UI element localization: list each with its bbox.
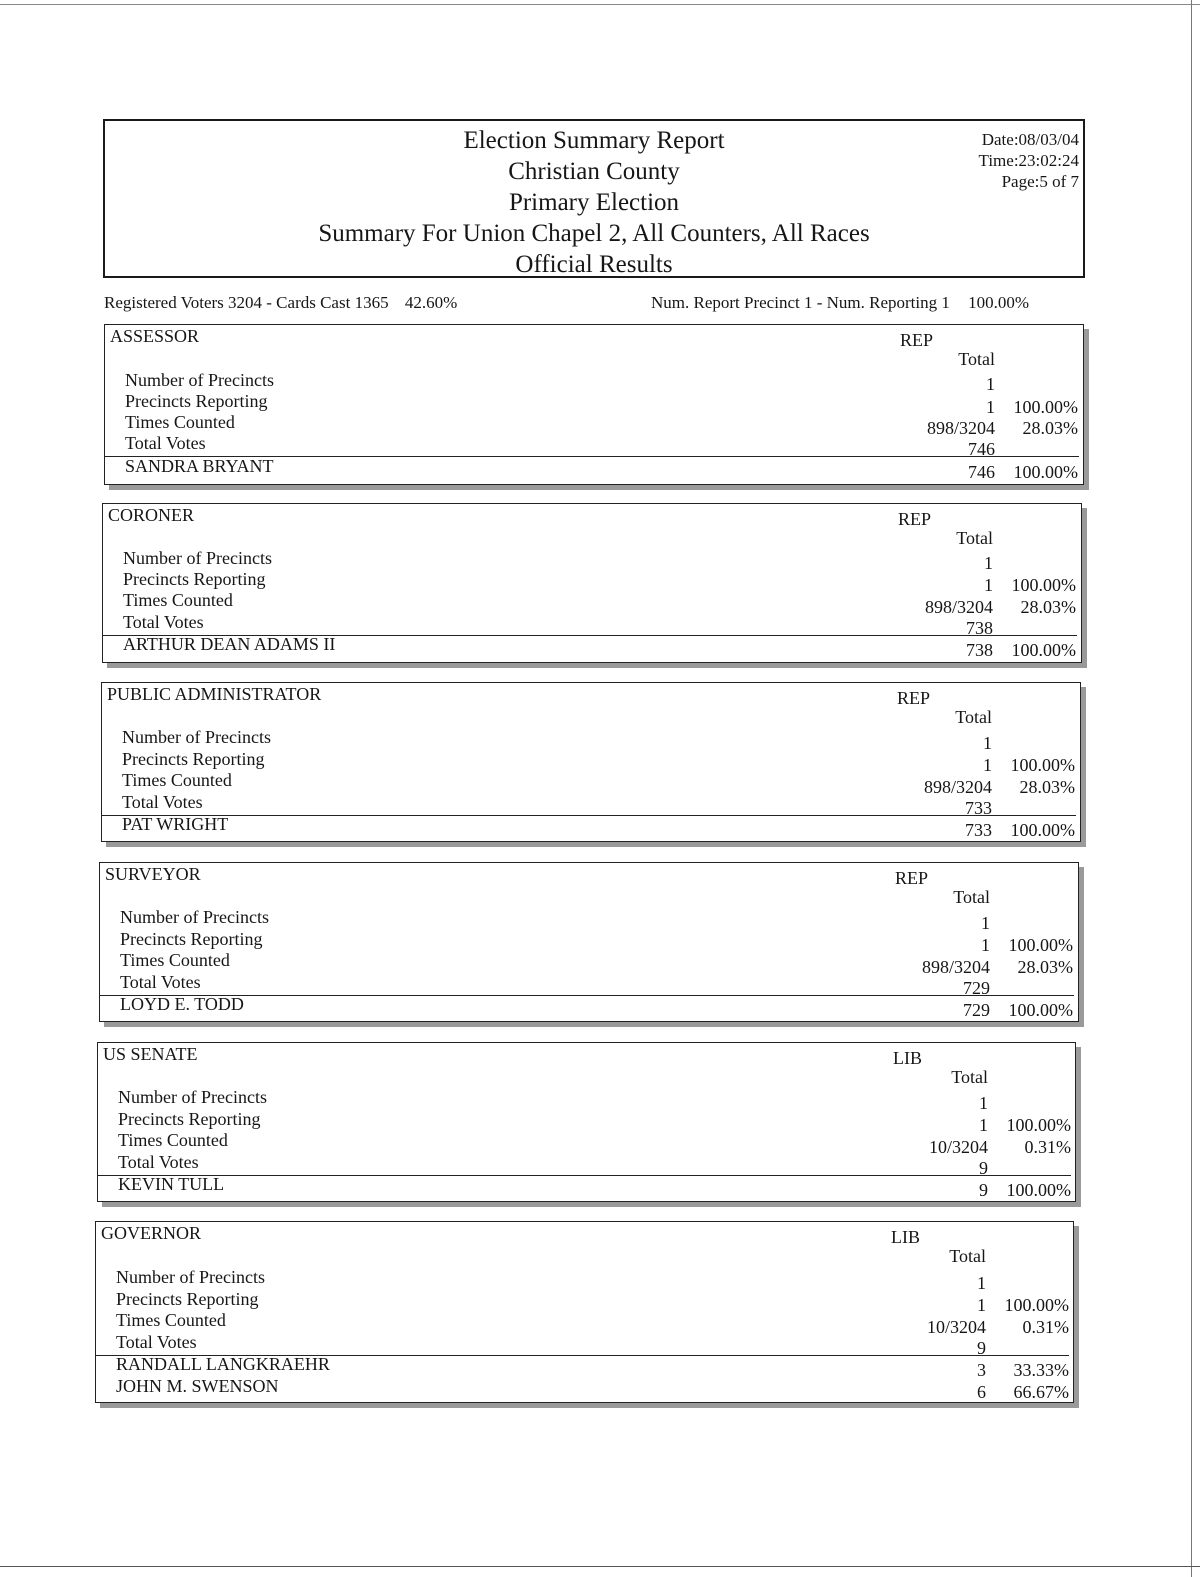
value-total-votes: 746: [968, 439, 995, 459]
pct-times-counted: 28.03%: [1019, 777, 1075, 797]
pct-precincts-reporting: 100.00%: [1006, 1115, 1071, 1135]
label-times-counted: Times Counted: [125, 412, 235, 432]
pct-times-counted: 28.03%: [1022, 418, 1078, 438]
pct-times-counted: 28.03%: [1017, 957, 1073, 977]
report-time: Time:23:02:24: [978, 151, 1079, 170]
value-total-votes: 738: [966, 618, 993, 638]
label-number-of-precincts: Number of Precincts: [122, 727, 271, 747]
candidate-name: PAT WRIGHT: [122, 814, 229, 834]
value-precincts-reporting: 1: [977, 1295, 986, 1315]
pct-times-counted: 28.03%: [1020, 597, 1076, 617]
race-coroner: [102, 503, 1082, 663]
label-number-of-precincts: Number of Precincts: [125, 370, 274, 390]
race-title: ASSESSOR: [110, 326, 200, 346]
value-total-votes: 9: [979, 1158, 988, 1178]
total-header: Total: [956, 528, 993, 548]
race-public-administrator: [101, 682, 1081, 842]
label-precincts-reporting: Precincts Reporting: [123, 569, 266, 589]
value-number-of-precincts: 1: [984, 553, 993, 573]
precinct-reporting-text: Num. Report Precinct 1 - Num. Reporting 1: [651, 293, 950, 312]
total-header: Total: [953, 887, 990, 907]
candidate-pct: 100.00%: [1006, 1180, 1071, 1200]
race-assessor: [104, 324, 1084, 485]
party-label: LIB: [891, 1227, 920, 1247]
registered-voters-summary: [104, 293, 457, 313]
candidate-divider: [102, 815, 1076, 816]
label-times-counted: Times Counted: [116, 1310, 226, 1330]
pct-times-counted: 0.31%: [1022, 1317, 1069, 1337]
header-meta: [979, 129, 1079, 192]
candidate-name: KEVIN TULL: [118, 1174, 225, 1194]
label-number-of-precincts: Number of Precincts: [120, 907, 269, 927]
value-total-votes: 729: [963, 978, 990, 998]
candidate-divider: [100, 995, 1074, 996]
candidate-name: JOHN M. SWENSON: [116, 1376, 279, 1396]
label-precincts-reporting: Precincts Reporting: [125, 391, 268, 411]
value-precincts-reporting: 1: [983, 755, 992, 775]
value-number-of-precincts: 1: [983, 733, 992, 753]
value-times-counted: 898/3204: [921, 957, 990, 977]
candidate-votes: 746: [968, 462, 995, 482]
value-precincts-reporting: 1: [986, 397, 995, 417]
value-times-counted: 898/3204: [924, 597, 993, 617]
candidate-votes: 9: [979, 1180, 988, 1200]
race-title: PUBLIC ADMINISTRATOR: [107, 684, 322, 704]
total-header: Total: [949, 1246, 986, 1266]
label-times-counted: Times Counted: [123, 590, 233, 610]
page-edge-top: [0, 4, 1200, 5]
candidate-name: SANDRA BRYANT: [125, 456, 274, 476]
candidate-votes: 3: [977, 1360, 986, 1380]
race-title: GOVERNOR: [101, 1223, 202, 1243]
party-label: REP: [898, 509, 932, 529]
candidate-name: ARTHUR DEAN ADAMS II: [123, 634, 336, 654]
page-number: Page:5 of 7: [1001, 172, 1079, 191]
race-governor: [95, 1221, 1074, 1403]
party-label: REP: [900, 330, 934, 350]
label-total-votes: Total Votes: [122, 792, 203, 812]
value-total-votes: 733: [965, 798, 992, 818]
party-label: REP: [897, 688, 931, 708]
label-number-of-precincts: Number of Precincts: [118, 1087, 267, 1107]
race-title: US SENATE: [103, 1044, 198, 1064]
candidate-votes: 729: [963, 1000, 990, 1020]
candidate-name: LOYD E. TODD: [120, 994, 244, 1014]
party-label: REP: [895, 868, 929, 888]
report-date: Date:08/03/04: [981, 130, 1079, 149]
value-number-of-precincts: 1: [979, 1093, 988, 1113]
precinct-reporting-pct: 100.00%: [968, 293, 1030, 312]
label-precincts-reporting: Precincts Reporting: [118, 1109, 261, 1129]
candidate-name: RANDALL LANGKRAEHR: [116, 1354, 330, 1374]
pct-times-counted: 0.31%: [1024, 1137, 1071, 1157]
party-label: LIB: [893, 1048, 922, 1068]
county-name: Christian County: [508, 158, 680, 185]
candidate-pct: 100.00%: [1011, 640, 1076, 660]
value-number-of-precincts: 1: [981, 913, 990, 933]
label-total-votes: Total Votes: [125, 433, 206, 453]
value-times-counted: 10/3204: [926, 1317, 986, 1337]
value-number-of-precincts: 1: [986, 374, 995, 394]
total-header: Total: [958, 349, 995, 369]
page-edge-bottom: [0, 1566, 1200, 1567]
value-total-votes: 9: [977, 1338, 986, 1358]
pct-precincts-reporting: 100.00%: [1004, 1295, 1069, 1315]
report-header: [103, 119, 1085, 278]
summary-scope: Summary For Union Chapel 2, All Counters, All Races: [318, 220, 870, 247]
value-number-of-precincts: 1: [977, 1273, 986, 1293]
label-times-counted: Times Counted: [118, 1130, 228, 1150]
value-precincts-reporting: 1: [979, 1115, 988, 1135]
value-times-counted: 10/3204: [928, 1137, 988, 1157]
candidate-pct: 100.00%: [1013, 462, 1078, 482]
total-header: Total: [955, 707, 992, 727]
report-title: Election Summary Report: [463, 127, 725, 154]
value-precincts-reporting: 1: [984, 575, 993, 595]
candidate-pct: 33.33%: [1013, 1360, 1069, 1380]
pct-precincts-reporting: 100.00%: [1013, 397, 1078, 417]
candidate-votes: 738: [966, 640, 993, 660]
candidate-votes: 6: [977, 1382, 986, 1402]
candidate-pct: 66.67%: [1013, 1382, 1069, 1402]
election-name: Primary Election: [508, 189, 680, 216]
label-total-votes: Total Votes: [120, 972, 201, 992]
label-number-of-precincts: Number of Precincts: [123, 548, 272, 568]
candidate-pct: 100.00%: [1010, 820, 1075, 840]
race-title: CORONER: [108, 505, 195, 525]
label-times-counted: Times Counted: [120, 950, 230, 970]
pct-precincts-reporting: 100.00%: [1010, 755, 1075, 775]
candidate-divider: [98, 1175, 1071, 1176]
candidate-pct: 100.00%: [1008, 1000, 1073, 1020]
label-precincts-reporting: Precincts Reporting: [122, 749, 265, 769]
value-precincts-reporting: 1: [981, 935, 990, 955]
race-us-senate: [97, 1042, 1076, 1202]
total-header: Total: [951, 1067, 988, 1087]
label-total-votes: Total Votes: [116, 1332, 197, 1352]
value-times-counted: 898/3204: [923, 777, 992, 797]
precinct-reporting-summary: [651, 293, 1029, 313]
race-surveyor: [99, 862, 1079, 1022]
label-precincts-reporting: Precincts Reporting: [116, 1289, 259, 1309]
label-precincts-reporting: Precincts Reporting: [120, 929, 263, 949]
label-times-counted: Times Counted: [122, 770, 232, 790]
label-total-votes: Total Votes: [118, 1152, 199, 1172]
label-number-of-precincts: Number of Precincts: [116, 1267, 265, 1287]
value-times-counted: 898/3204: [926, 418, 995, 438]
label-total-votes: Total Votes: [123, 612, 204, 632]
registered-voters-text: Registered Voters 3204 - Cards Cast 1365: [104, 293, 389, 312]
cards-cast-pct: 42.60%: [404, 293, 458, 312]
pct-precincts-reporting: 100.00%: [1008, 935, 1073, 955]
page-edge-right: [1191, 0, 1192, 1577]
header-titles: [105, 125, 1083, 280]
pct-precincts-reporting: 100.00%: [1011, 575, 1076, 595]
race-title: SURVEYOR: [105, 864, 201, 884]
results-status: Official Results: [515, 251, 673, 278]
candidate-votes: 733: [965, 820, 992, 840]
